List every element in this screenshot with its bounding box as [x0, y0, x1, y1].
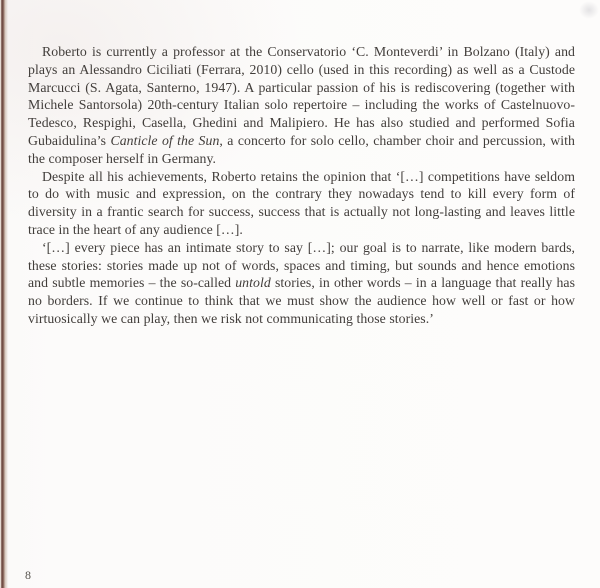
paragraph-stories-quote: [28, 239, 575, 328]
paragraph-competitions-quote: [28, 168, 575, 239]
work-title-canticle-of-the-sun: Canticle of the Sun: [110, 132, 220, 148]
paragraph-biography-text: Roberto is currently a professor at the Conservatorio ‘C. Monteverdi’ in Bolzano (Italy) and plays an Alessandro Ciciliati (Ferrara, 2010) cello (used in this recording) as well as a Custode Marcucci (S. Agata, Santerno, 1947). A particular passion of his is rediscovering (together with Michele Santorsola) 20th-century Italian solo repertoire – including the works of Castelnuovo-Tedesco, Respighi, Casella, Ghedini and Malipiero. He has also studied and performed Sofia Gubaidulina’s: [28, 44, 575, 148]
page-spine-edge: [0, 0, 8, 588]
biography-text-block: [28, 43, 575, 328]
emphasis-untold: untold: [235, 275, 271, 291]
paragraph-stories-quote-text: ‘[…] every piece has an intimate story to say […]; our goal is to narrate, like modern bards, these stories: stories made up not of words, spaces and timing, but sounds and hence emotions and subtle memories – the so-called: [28, 239, 575, 291]
paragraph-competitions-quote-text: Despite all his achievements, Roberto retains the opinion that ‘[…] competitions have seldom to do with music and expression, on the contrary they nowadays tend to kill every form of diversity in a frantic search for success, success that is actually not long-lasting and leaves little trace in the heart of any audience […].: [28, 168, 575, 237]
paragraph-stories-quote-text-cont: stories, in other words – in a language that really has no borders. If we continue to think that we must show the audience how well or fast or how virtuosically we can play, then we risk not communicating those stories.’: [28, 275, 575, 326]
page-number: 8: [25, 568, 31, 582]
paragraph-biography: [28, 43, 575, 168]
scan-artifact-smudge: [579, 1, 599, 19]
paragraph-biography-text-cont: , a concerto for solo cello, chamber choir and percussion, with the composer herself in Germany.: [28, 132, 575, 166]
